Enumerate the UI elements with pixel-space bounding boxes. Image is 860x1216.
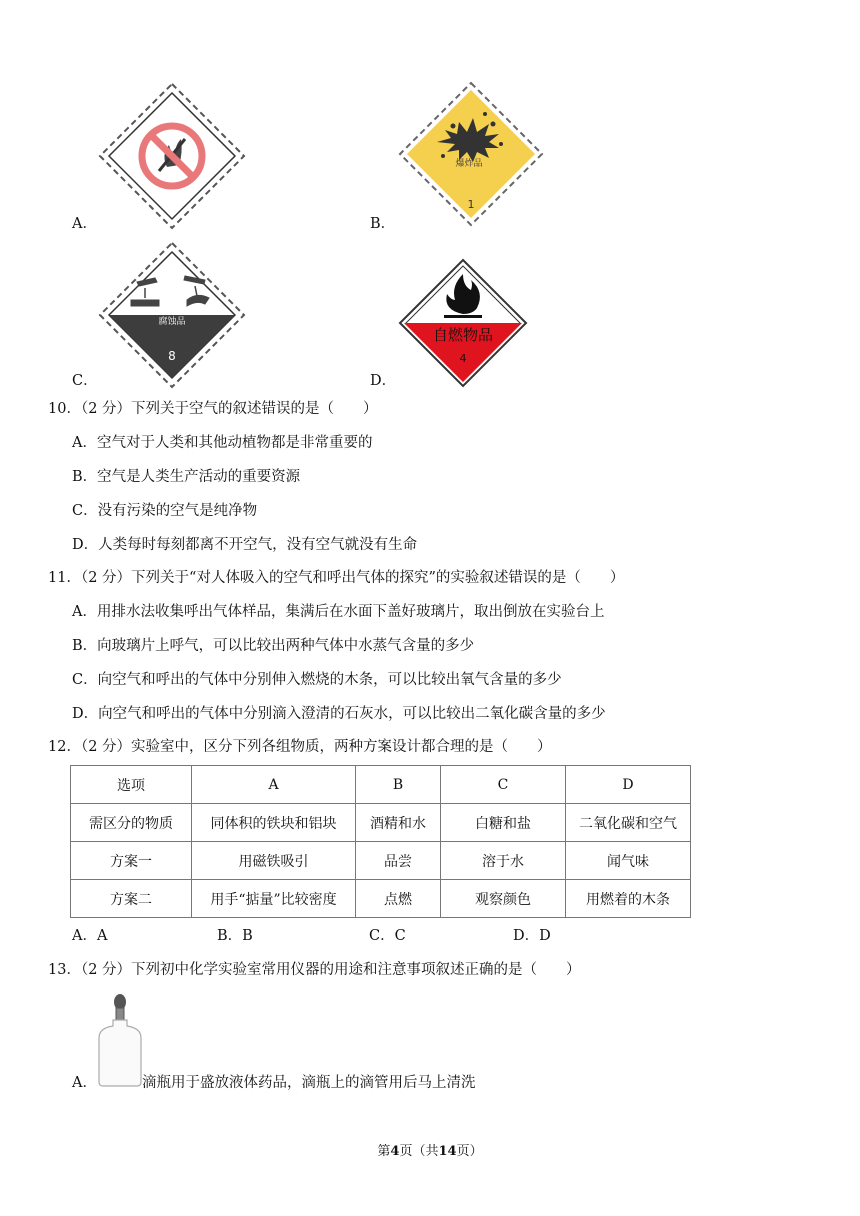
q12-option-a: A．A (72, 928, 108, 944)
table-cell: 二氧化碳和空气 (566, 804, 691, 842)
table-cell: 观察颜色 (441, 880, 566, 918)
footer-mid: 页（共 (399, 1144, 439, 1159)
table-cell: 用磁铁吸引 (192, 842, 356, 880)
explosive-sign-icon (397, 80, 545, 228)
q12-option-d: D．D (513, 928, 551, 944)
footer-prefix: 第 (377, 1144, 391, 1159)
table-row (71, 842, 691, 880)
table-cell: 酒精和水 (356, 804, 441, 842)
combustible-sign-number: 4 (459, 352, 467, 365)
q9-option-b-label: B． (370, 216, 396, 232)
dropper-bottle-icon (98, 992, 142, 1088)
q10-option-b: B．空气是人类生产活动的重要资源 (72, 469, 301, 485)
q11-stem: 11．（2 分）下列关于“对人体吸入的空气和呼出气体的探究”的实验叙述错误的是（ ） (48, 570, 625, 586)
q10-stem: 10．（2 分）下列关于空气的叙述错误的是（ ） (48, 401, 378, 417)
q10-option-c: C．没有污染的空气是纯净物 (72, 503, 258, 519)
table-cell: 需区分的物质 (71, 804, 192, 842)
spontaneously-combustible-sign-icon (398, 258, 528, 388)
q12-option-b: B．B (217, 928, 253, 944)
table-cell: 方案二 (71, 880, 192, 918)
corrosive-sign-icon (97, 240, 247, 390)
footer-total-pages: 14 (438, 1144, 457, 1159)
q11-option-c: C．向空气和呼出的气体中分别伸入燃烧的木条，可以比较出氧气含量的多少 (72, 672, 562, 688)
table-cell: 方案一 (71, 842, 192, 880)
q12-table (70, 765, 691, 918)
table-row (71, 766, 691, 804)
q12-option-c: C．C (369, 928, 406, 944)
table-cell: 白糖和盐 (441, 804, 566, 842)
table-row (71, 880, 691, 918)
table-cell: D (566, 766, 691, 804)
corrosive-sign-number: 8 (168, 349, 176, 363)
q9-option-d-label: D． (370, 373, 397, 389)
q9-option-a-label: A． (72, 216, 97, 232)
combustible-sign-text: 自燃物品 (432, 326, 494, 344)
table-cell: 品尝 (356, 842, 441, 880)
table-cell: 点燃 (356, 880, 441, 918)
q10-option-d: D．人类每时每刻都离不开空气，没有空气就没有生命 (72, 537, 418, 553)
footer-suffix: 页） (456, 1144, 483, 1159)
page-footer (0, 1140, 860, 1159)
table-cell: 同体积的铁块和铝块 (192, 804, 356, 842)
footer-page-number: 4 (390, 1144, 400, 1159)
table-cell: C (441, 766, 566, 804)
table-cell: 溶于水 (441, 842, 566, 880)
table-cell: A (192, 766, 356, 804)
q11-option-a: A．用排水法收集呼出气体样品，集满后在水面下盖好玻璃片，取出倒放在实验台上 (72, 604, 605, 620)
explosive-sign-text: 爆炸品 (455, 159, 483, 169)
q13-option-a-text: 滴瓶用于盛放液体药品，滴瓶上的滴管用后马上清洗 (142, 1075, 476, 1091)
explosive-sign-number: 1 (467, 198, 475, 211)
q9-option-c-label: C． (72, 373, 98, 389)
q11-option-d: D．向空气和呼出的气体中分别滴入澄清的石灰水，可以比较出二氧化碳含量的多少 (72, 706, 606, 722)
table-cell: 用燃着的木条 (566, 880, 691, 918)
table-cell: 闻气味 (566, 842, 691, 880)
q12-stem: 12．（2 分）实验室中，区分下列各组物质，两种方案设计都合理的是（ ） (48, 739, 552, 755)
q13-stem: 13．（2 分）下列初中化学实验室常用仪器的用途和注意事项叙述正确的是（ ） (48, 962, 581, 978)
table-cell: B (356, 766, 441, 804)
no-fire-no-smoking-sign-icon (97, 81, 247, 231)
table-cell: 选项 (71, 766, 192, 804)
q10-option-a: A．空气对于人类和其他动植物都是非常重要的 (72, 435, 373, 451)
q11-option-b: B．向玻璃片上呼气，可以比较出两种气体中水蒸气含量的多少 (72, 638, 475, 654)
table-cell: 用手“掂量”比较密度 (192, 880, 356, 918)
q13-option-a-label: A． (72, 1075, 97, 1091)
corrosive-sign-text: 腐蚀品 (158, 317, 186, 327)
table-row (71, 804, 691, 842)
